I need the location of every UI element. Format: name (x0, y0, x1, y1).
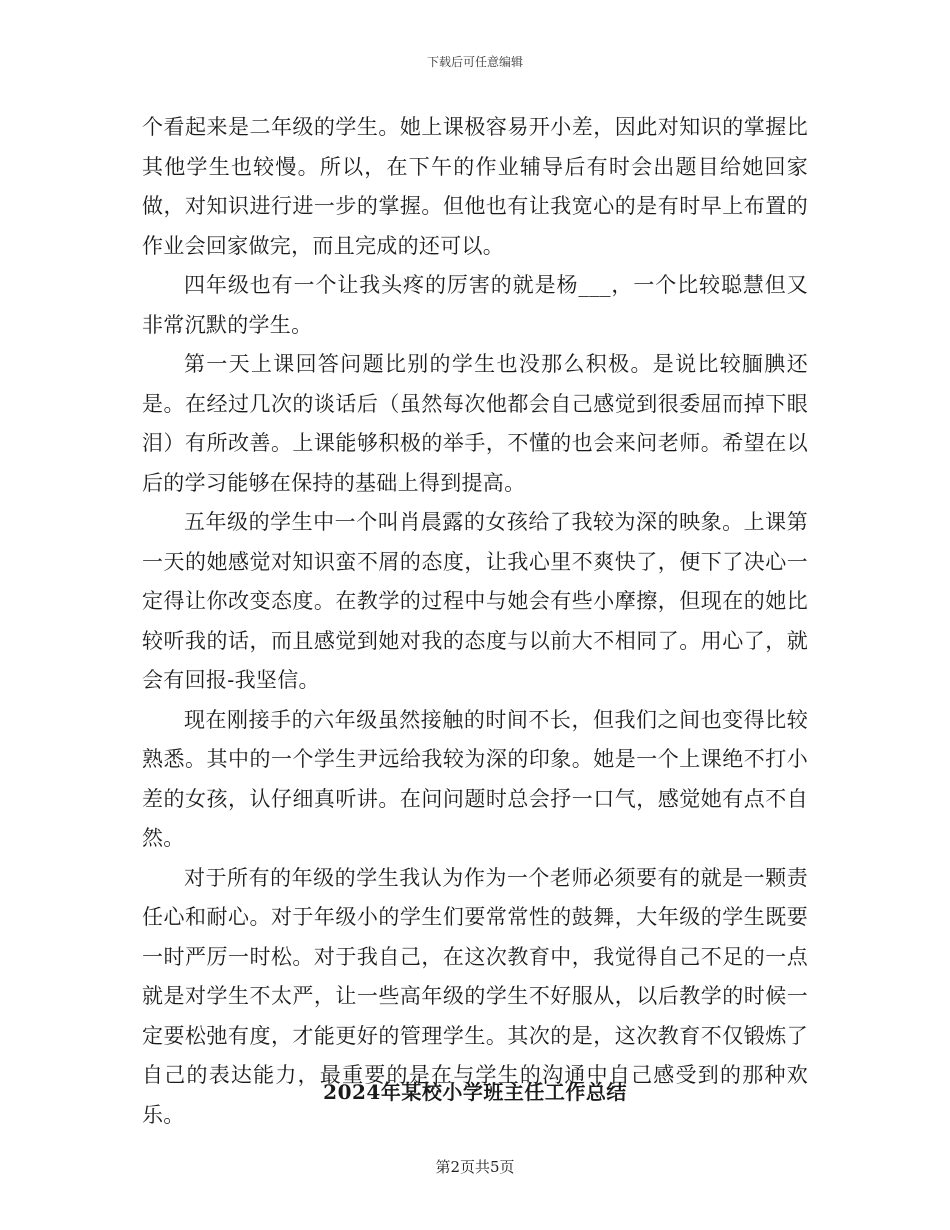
section-title: 2024年某校小学班主任工作总结 (323, 1080, 627, 1104)
paragraph-continued: 个看起来是二年级的学生。她上课极容易开小差，因此对知识的掌握比其他学生也较慢。所以，在下午的作业辅导后有时会出题目给她回家做，对知识进行进一步的掌握。但他也有让我宽心的是有时早上布置的作业会回家做完，而且完成的还可以。 (142, 115, 808, 258)
paragraph-grade-four: 四年级也有一个让我头疼的厉害的就是杨___，一个比较聪慧但又非常沉默的学生。 (142, 273, 808, 337)
page-header-note: 下载后可任意编辑 (426, 55, 523, 69)
page-number: 第2页共5页 (435, 1158, 515, 1176)
paragraph-grade-five: 五年级的学生中一个叫肖晨露的女孩给了我较为深的映象。上课第一天的她感觉对知识蛮不屑的态度，让我心里不爽快了，便下了决心一定得让你改变态度。在教学的过程中与她会有些小摩擦，但现在的她比较听我的话，而且感觉到她对我的态度与以前大不相同了。用心了，就会有回报-我坚信。 (142, 510, 808, 692)
paragraph-reflection: 对于所有的年级的学生我认为作为一个老师必须要有的就是一颗责任心和耐心。对于年级小的学生们要常常性的鼓舞，大年级的学生既要一时严厉一时松。对于我自己，在这次教育中，我觉得自己不足的一点就是对学生不太严，让一些高年级的学生不好服从，以后教学的时候一定要松弛有度，才能更好的管理学生。其次的是，这次教育不仅锻炼了自己的表达能力，最重要的是在与学生的沟通中自己感受到的那种欢乐。 (142, 865, 808, 1127)
paragraph-first-day: 第一天上课回答问题比别的学生也没那么积极。是说比较腼腆还是。在经过几次的谈话后（虽然每次他都会自己感觉到很委屈而掉下眼泪）有所改善。上课能够积极的举手，不懂的也会来问老师。希望在以后的学习能够在保持的基础上得到提高。 (142, 352, 808, 495)
paragraph-grade-six: 现在刚接手的六年级虽然接触的时间不长，但我们之间也变得比较熟悉。其中的一个学生尹远给我较为深的印象。她是一个上课绝不打小差的女孩，认仔细真听讲。在问问题时总会抒一口气，感觉她有点不自然。 (142, 707, 808, 850)
document-body (142, 108, 808, 1135)
